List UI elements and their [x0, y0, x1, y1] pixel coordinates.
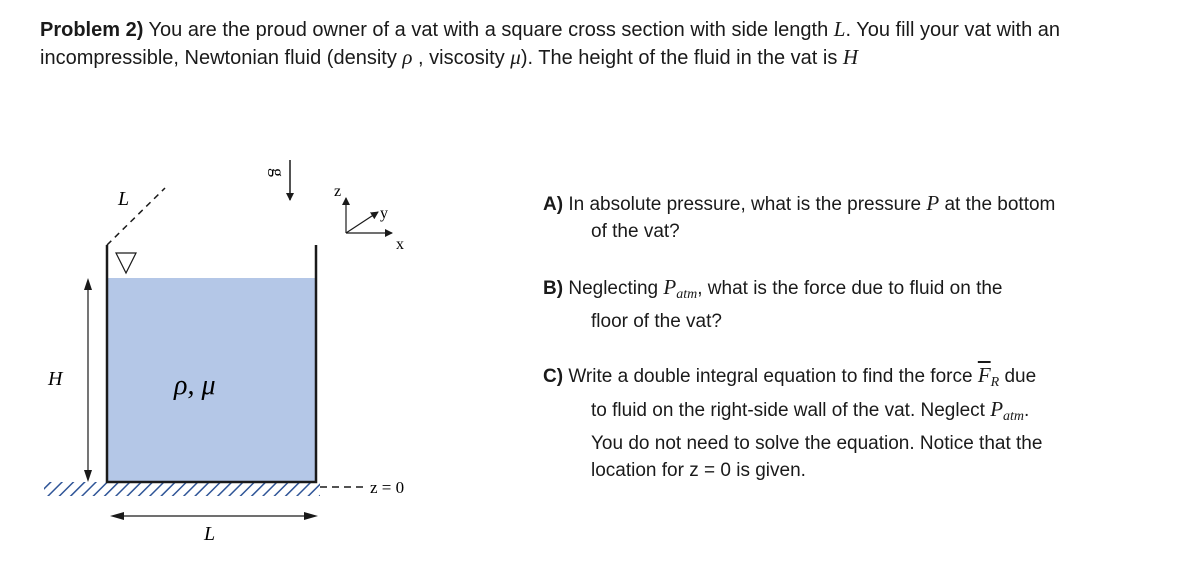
problem-label: Problem 2) — [40, 19, 144, 41]
question-c-line2a: to fluid on the right-side wall of the vat. Neglect — [591, 400, 991, 421]
label-L-top: L — [118, 188, 130, 210]
question-b-line1b: , what is the force due to fluid on the — [697, 278, 1003, 299]
height-arrow-bottom — [84, 470, 92, 482]
var-Patm-c-sub: atm — [1003, 409, 1025, 424]
width-arrow-right — [304, 512, 318, 520]
question-b-line1a: Neglecting — [563, 278, 664, 299]
question-c-line2b: . — [1024, 400, 1030, 421]
label-x-axis: x — [396, 236, 404, 253]
label-z-axis: z — [334, 183, 342, 200]
problem-text-1: You are the proud owner of a vat with a square cross section with side length — [143, 19, 834, 41]
question-a-line1b: at the bottom — [939, 194, 1056, 215]
var-Patm-sub: atm — [676, 287, 698, 302]
label-L-bottom: L — [204, 523, 216, 545]
y-axis-arrow — [346, 212, 378, 233]
question-c-line4: location for z = 0 is given. — [591, 460, 806, 481]
var-L: L — [833, 17, 846, 41]
question-c-line2 — [543, 396, 1143, 430]
label-y-axis: y — [380, 205, 388, 222]
var-Patm: P — [663, 275, 677, 299]
question-c-line3: You do not need to solve the equation. Notice that the — [591, 433, 1043, 454]
var-mu: μ — [510, 45, 521, 69]
problem-text-3: , viscosity — [412, 47, 511, 69]
var-rho: ρ — [402, 45, 413, 69]
question-b-label: B) — [543, 278, 564, 299]
question-c-line1b: due — [999, 366, 1037, 387]
question-a-label: A) — [543, 194, 564, 215]
question-a — [543, 190, 1143, 245]
problem-text-4: ). The height of the fluid in the vat is — [520, 47, 843, 69]
question-c-line1a: Write a double integral equation to find the force — [563, 366, 978, 387]
perspective-dash-left — [107, 188, 165, 245]
question-b-line2: floor of the vat? — [591, 311, 722, 332]
width-arrow-left — [110, 512, 124, 520]
var-Patm-c: P — [990, 397, 1004, 421]
question-a-line1: In absolute pressure, what is the pressure — [563, 194, 927, 215]
label-g: g — [268, 168, 288, 177]
label-z-zero: z = 0 — [370, 478, 405, 497]
question-a-line2: of the vat? — [591, 221, 680, 242]
question-b — [543, 274, 1143, 335]
height-arrow-top — [84, 278, 92, 290]
var-FR: $\overline{F}$ — [977, 363, 991, 387]
label-fluid-props: ρ, μ — [174, 370, 216, 401]
problem-text-2: . You fill your vat with an incompressible, Newtonian fluid (density — [40, 19, 1061, 69]
var-FR-sub: R — [990, 375, 1000, 390]
free-surface-icon — [116, 253, 136, 273]
question-c — [543, 362, 1143, 484]
question-c-label: C) — [543, 366, 564, 387]
label-H: H — [48, 368, 63, 390]
var-P: P — [926, 191, 940, 215]
ground-hatch — [44, 482, 320, 496]
var-H: H — [842, 45, 859, 69]
